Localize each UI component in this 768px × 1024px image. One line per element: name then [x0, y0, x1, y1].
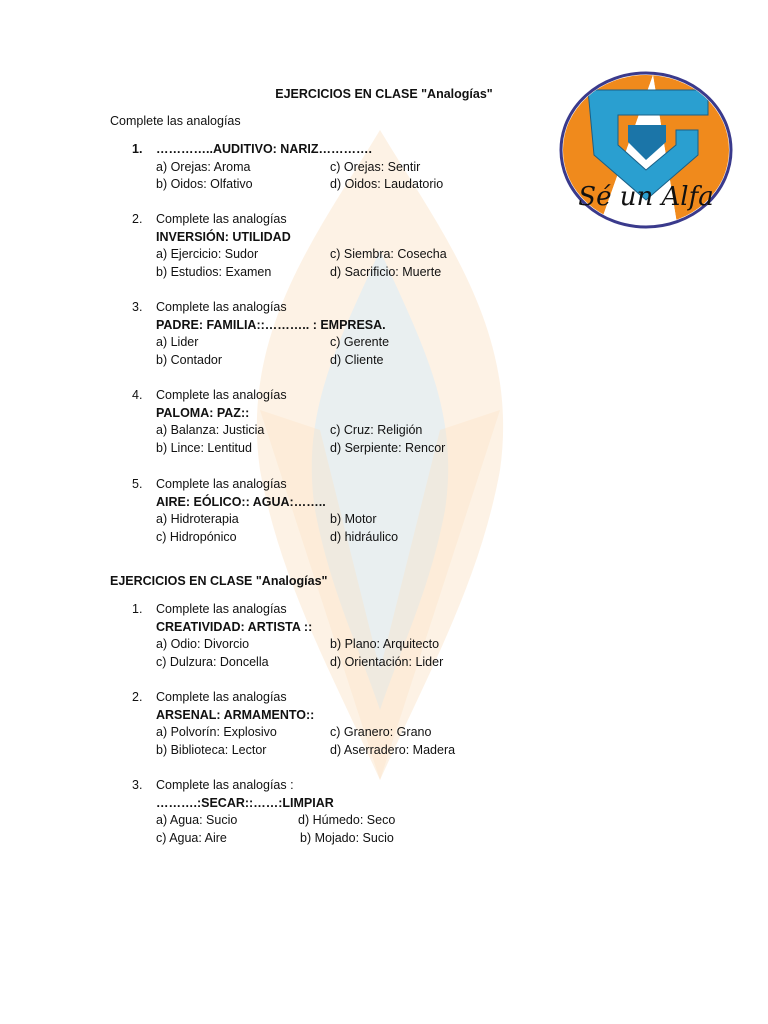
option: b) Estudios: Examen [156, 264, 272, 279]
option: b) Lince: Lentitud [156, 440, 252, 455]
analogy-prompt: ……….:SECAR::……:LIMPIAR [156, 795, 334, 810]
question-instruction: Complete las analogías [156, 477, 287, 491]
page-subtitle: Complete las analogías [110, 114, 241, 128]
option: c) Agua: Aire [156, 830, 227, 845]
question-instruction: Complete las analogías [156, 300, 287, 314]
question-1-1 [132, 141, 443, 194]
option: d) Serpiente: Rencor [330, 440, 446, 455]
question-number: 5. [132, 477, 143, 491]
question-1-2 [132, 211, 447, 281]
option: c) Dulzura: Doncella [156, 654, 269, 669]
option: d) Sacrificio: Muerte [330, 264, 442, 279]
question-number: 2. [132, 212, 143, 226]
option: b) Oidos: Olfativo [156, 177, 253, 192]
question-instruction: Complete las analogías : [156, 778, 294, 792]
option: c) Siembra: Cosecha [330, 247, 447, 262]
question-instruction: Complete las analogías [156, 602, 287, 616]
question-instruction: Complete las analogías [156, 212, 287, 226]
option: b) Biblioteca: Lector [156, 742, 267, 757]
option: a) Ejercicio: Sudor [156, 247, 259, 262]
question-2-2 [132, 689, 455, 759]
option: c) Cruz: Religión [330, 423, 423, 438]
option: b) Motor [330, 512, 377, 527]
analogy-prompt: ARSENAL: ARMAMENTO:: [156, 707, 315, 722]
option: b) Plano: Arquitecto [330, 637, 440, 652]
option: a) Odio: Divorcio [156, 637, 250, 652]
analogy-prompt: PADRE: FAMILIA::……….. : EMPRESA. [156, 317, 386, 332]
option: a) Polvorín: Explosivo [156, 725, 277, 740]
analogy-prompt: INVERSIÓN: UTILIDAD [156, 229, 291, 244]
analogy-prompt: PALOMA: PAZ:: [156, 405, 250, 420]
analogy-prompt: AIRE: EÓLICO:: AGUA:…….. [156, 494, 326, 509]
option: c) Granero: Grano [330, 725, 432, 740]
question-number: 2. [132, 690, 143, 704]
question-number: 4. [132, 388, 143, 402]
question-number: 3. [132, 300, 143, 314]
section-2-title: EJERCICIOS EN CLASE "Analogías" [110, 574, 328, 588]
option: c) Hidropónico [156, 529, 237, 544]
option: d) Aserradero: Madera [330, 742, 456, 757]
option: a) Agua: Sucio [156, 813, 238, 828]
option: a) Balanza: Justicia [156, 423, 265, 438]
option: c) Orejas: Sentir [330, 159, 421, 174]
option: d) hidráulico [330, 529, 399, 544]
option: a) Orejas: Aroma [156, 159, 251, 174]
option: d) Oidos: Laudatorio [330, 177, 444, 192]
question-1-3 [132, 299, 389, 369]
question-instruction: Complete las analogías [156, 690, 287, 704]
option: c) Gerente [330, 335, 390, 350]
page-title: EJERCICIOS EN CLASE "Analogías" [275, 87, 493, 101]
question-number: 1. [132, 602, 143, 616]
option: b) Contador [156, 352, 223, 367]
question-number: 3. [132, 778, 143, 792]
option: a) Hidroterapia [156, 512, 239, 527]
question-1-5 [132, 476, 398, 546]
question-number: 1. [132, 142, 143, 156]
option: d) Cliente [330, 352, 384, 367]
question-instruction: Complete las analogías [156, 388, 287, 402]
option: b) Mojado: Sucio [300, 830, 394, 845]
question-2-3 [132, 777, 395, 847]
question-2-1 [132, 601, 443, 671]
analogy-prompt: …………..AUDITIVO: NARIZ…………. [156, 142, 372, 156]
logo-text: Sé un Alfa [578, 182, 714, 212]
option: d) Orientación: Lider [330, 654, 444, 669]
question-1-4 [132, 387, 445, 457]
option: d) Húmedo: Seco [298, 813, 396, 828]
option: a) Lider [156, 335, 199, 350]
analogy-prompt: CREATIVIDAD: ARTISTA :: [156, 619, 313, 634]
